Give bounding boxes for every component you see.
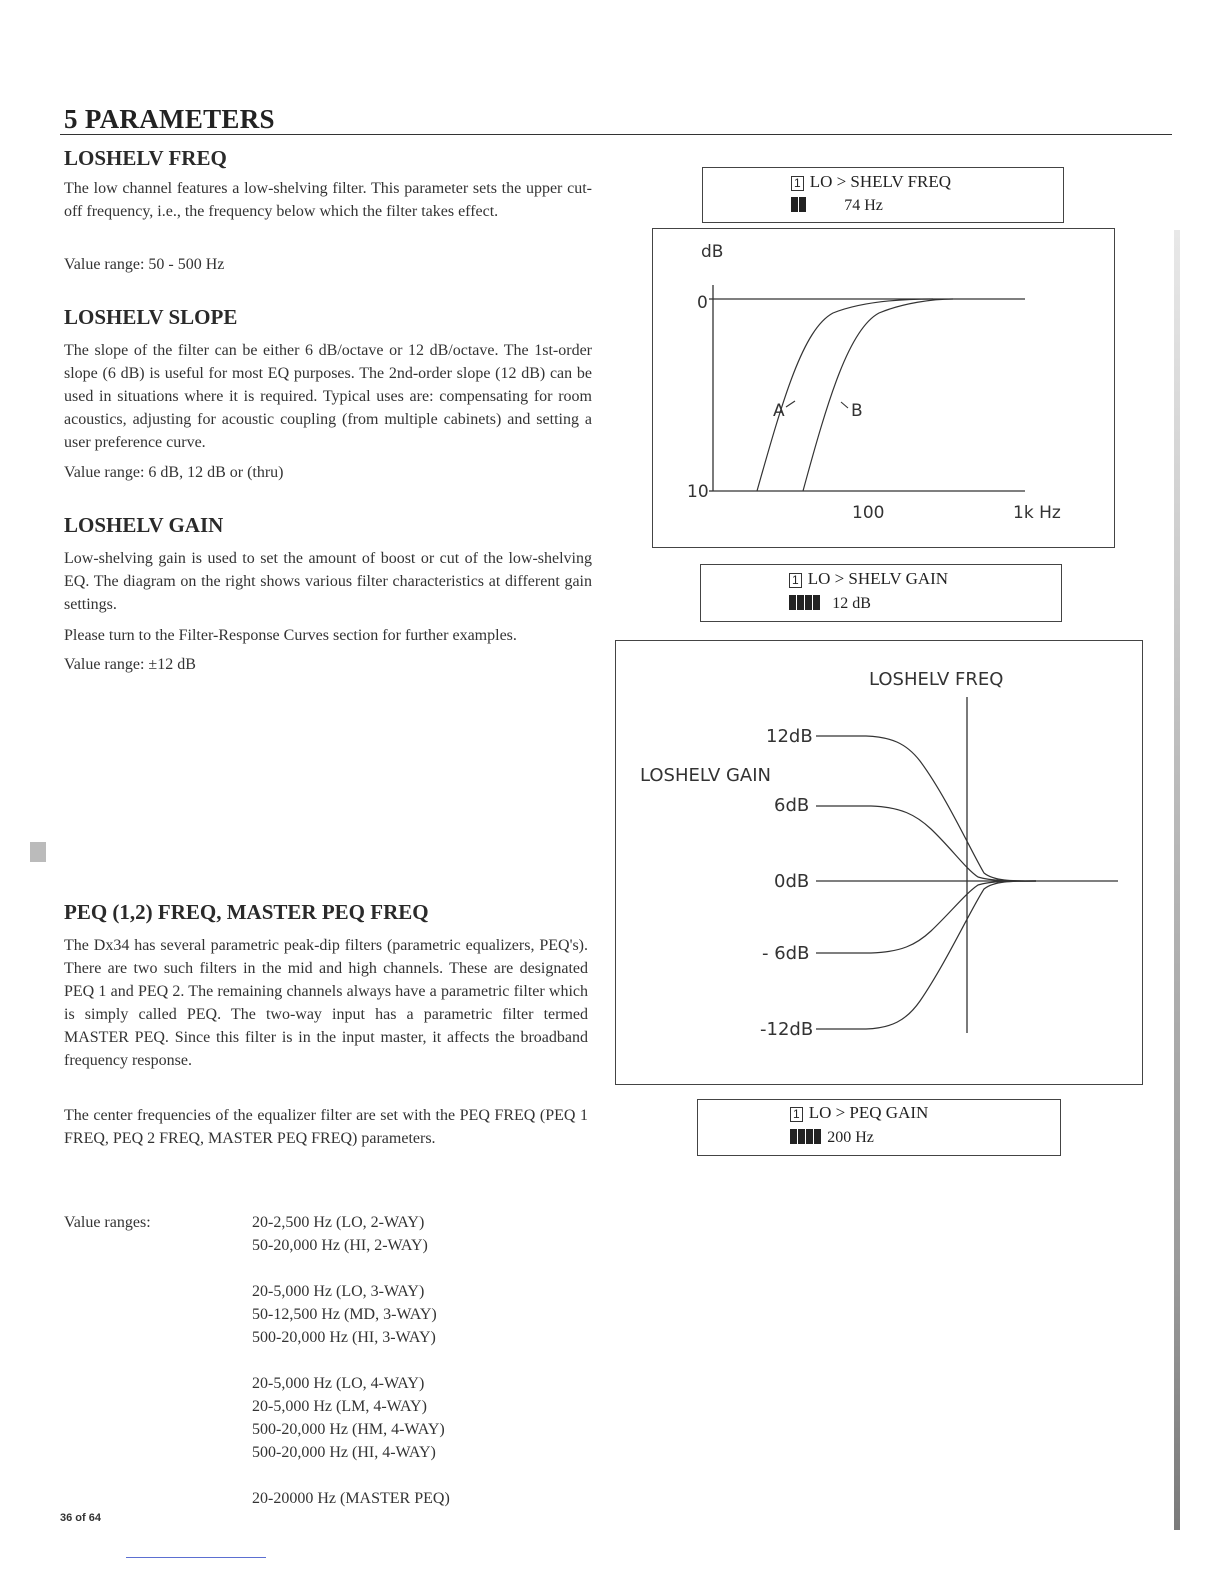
lcd-line-1: LO > SHELV GAIN: [807, 569, 949, 588]
gain-tick-12db: 12dB: [766, 726, 813, 747]
freq-axis-label: LOSHELV FREQ: [869, 669, 1004, 690]
x-tick-1k: 1k Hz: [1013, 503, 1061, 523]
peq-range-item: 20-2,500 Hz (LO, 2-WAY): [252, 1214, 425, 1231]
y-tick-10: 10: [687, 482, 709, 502]
losh-freq-range: Value range: 50 - 500 Hz: [64, 256, 225, 273]
lcd-line-1: LO > SHELV FREQ: [809, 172, 952, 191]
lcd-display-peq: [697, 1099, 1061, 1156]
peq-body-2: The center frequencies of the equalizer filter are set with the PEQ FREQ (PEQ 1 FREQ, PEQ 2 FREQ, MASTER PEQ FREQ) parameters.: [64, 1107, 588, 1147]
curve-minus6: [816, 881, 1036, 953]
curve-a: [757, 299, 933, 491]
peq-range-item: 500-20,000 Hz (HI, 4-WAY): [252, 1444, 436, 1461]
lcd-level-meter: [789, 595, 820, 615]
peq-heading: PEQ (1,2) FREQ, MASTER PEQ FREQ: [64, 900, 429, 924]
peq-range-item: 50-20,000 Hz (HI, 2-WAY): [252, 1237, 428, 1254]
peq-range-item: 20-5,000 Hz (LO, 3-WAY): [252, 1283, 425, 1300]
footer-rule: [126, 1557, 266, 1558]
lcd-level-meter: [790, 1129, 821, 1149]
x-tick-100: 100: [852, 503, 885, 523]
scan-edge-shadow: [1174, 230, 1180, 1530]
lcd-line-2: 200 Hz: [827, 1129, 874, 1146]
gain-tick-6db: 6dB: [774, 795, 810, 816]
peq-range-item: 20-5,000 Hz (LM, 4-WAY): [252, 1398, 427, 1415]
peq-range-item: 500-20,000 Hz (HI, 3-WAY): [252, 1329, 436, 1346]
curve-b: [803, 299, 953, 491]
peq-range-spacer: [252, 1257, 450, 1280]
losh-slope-body: The slope of the filter can be either 6 dB/octave or 12 dB/octave. The 1st-order slope (6 dB) is useful for most EQ purposes. The 2nd-order slope (12 dB) can be used in situations where it is required. Typical uses are: compensating for room acoustics, adjusting for acoustic coupling (from multiple cabinets) and setting a user preference curve.: [64, 342, 592, 451]
gain-diagram: [616, 641, 1142, 1084]
peq-range-item: 500-20,000 Hz (HM, 4-WAY): [252, 1421, 445, 1438]
lcd-level-meter: [791, 197, 806, 217]
peq-range-item: 20-5,000 Hz (LO, 4-WAY): [252, 1375, 425, 1392]
lcd-line-1: LO > PEQ GAIN: [808, 1103, 929, 1122]
peq-range-spacer: [252, 1464, 450, 1487]
y-tick-0: 0: [697, 293, 708, 313]
slope-diagram: [653, 229, 1114, 547]
curve-label-a: A: [773, 401, 785, 421]
gain-diagram-frame: [615, 640, 1143, 1085]
curve-plus6: [816, 806, 1036, 881]
lcd-display-shelv-freq: [702, 167, 1064, 223]
lcd-channel-icon: 1: [791, 176, 804, 191]
curve-minus12: [816, 881, 1036, 1029]
curve-plus12: [816, 736, 1036, 881]
peq-range-item: 20-20000 Hz (MASTER PEQ): [252, 1490, 450, 1507]
lcd-line-2: 12 dB: [832, 595, 871, 612]
lcd-channel-icon: 1: [790, 1107, 803, 1122]
losh-gain-range: Value range: ±12 dB: [64, 656, 196, 673]
losh-gain-heading: LOSHELV GAIN: [64, 513, 224, 537]
lcd-line-2: 74 Hz: [844, 197, 883, 214]
lcd-display-shelv-gain: [700, 564, 1062, 622]
losh-slope-range: Value range: 6 dB, 12 dB or (thru): [64, 464, 284, 481]
peq-ranges-label: Value ranges:: [64, 1214, 151, 1231]
losh-freq-body: The low channel features a low-shelving filter. This parameter sets the upper cut-off frequency, i.e., the frequency below which the filter takes effect.: [64, 180, 592, 220]
section-rule: [60, 134, 1172, 135]
section-title: 5 PARAMETERS: [64, 104, 275, 134]
y-unit-label: dB: [701, 242, 724, 262]
slope-diagram-frame: [652, 228, 1115, 548]
page-number: 36 of 64: [60, 1512, 101, 1524]
peq-ranges-list: [252, 1211, 450, 1510]
gain-axis-label: LOSHELV GAIN: [640, 765, 772, 786]
peq-range-spacer: [252, 1349, 450, 1372]
losh-slope-heading: LOSHELV SLOPE: [64, 305, 238, 329]
losh-gain-note: Please turn to the Filter-Response Curves section for further examples.: [64, 627, 517, 644]
losh-gain-body: Low-shelving gain is used to set the amount of boost or cut of the low-shelving EQ. The diagram on the right shows various filter characteristics at different gain settings.: [64, 550, 592, 613]
gain-tick-0db: 0dB: [774, 871, 810, 892]
curve-label-b: B: [851, 401, 863, 421]
lcd-channel-icon: 1: [789, 573, 802, 588]
peq-range-item: 50-12,500 Hz (MD, 3-WAY): [252, 1306, 437, 1323]
peq-body-1: The Dx34 has several parametric peak-dip filters (parametric equalizers, PEQ's). There are two such filters in the mid and high channels. These are designated PEQ 1 and PEQ 2. The remaining channels always have a parametric filter which is simply called PEQ. The two-way input has a parametric filter termed MASTER PEQ. Since this filter is in the input master, it affects the broadband frequency response.: [64, 937, 588, 1069]
scan-binding-mark: [30, 842, 46, 862]
losh-freq-heading: LOSHELV FREQ: [64, 146, 227, 170]
gain-tick-minus12db: -12dB: [760, 1019, 814, 1040]
gain-tick-minus6db: - 6dB: [762, 943, 810, 964]
